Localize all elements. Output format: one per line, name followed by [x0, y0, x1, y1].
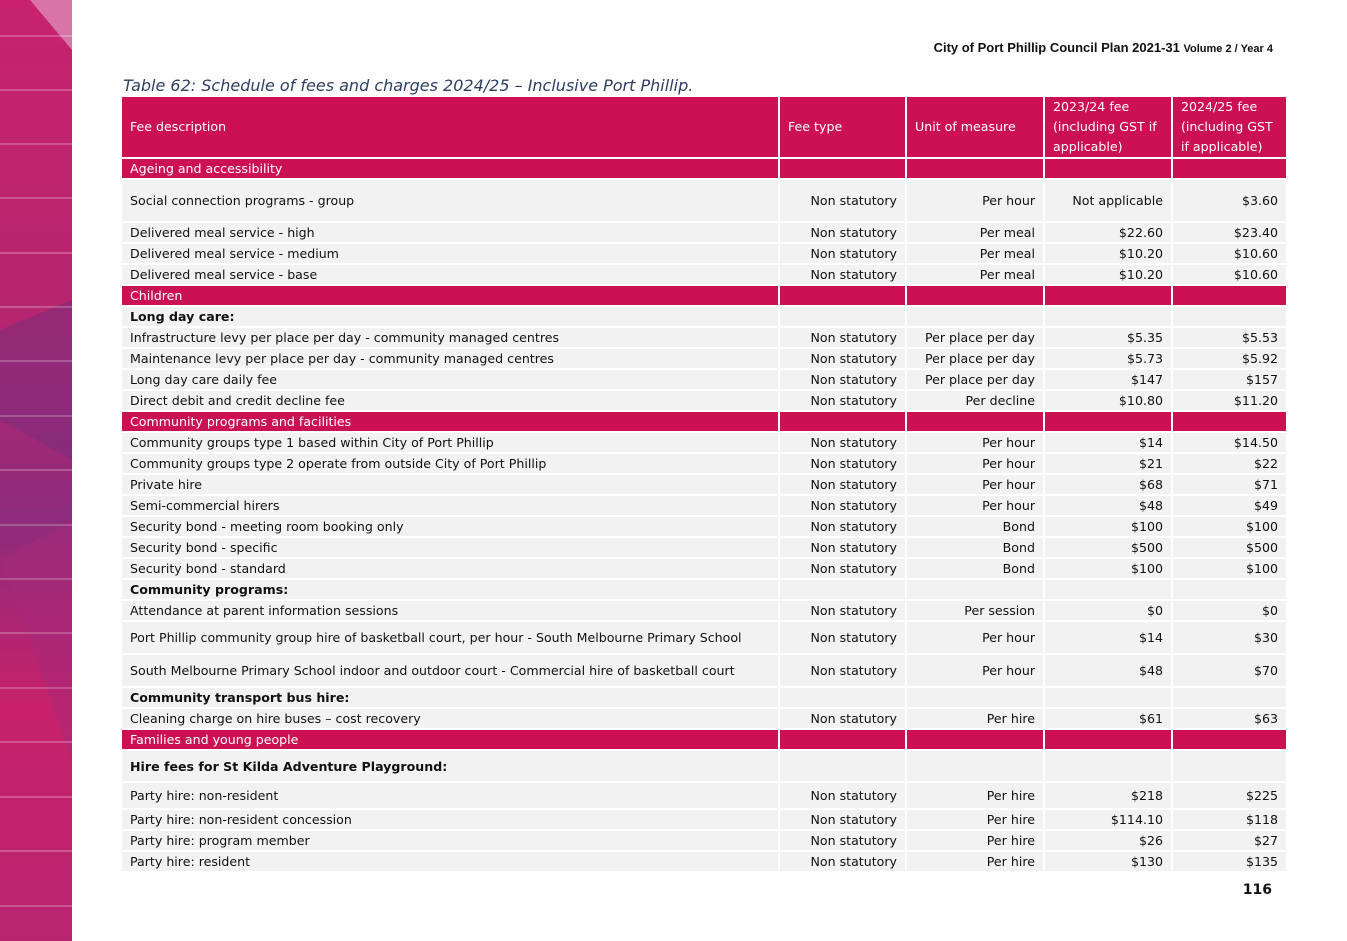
fee-description: Security bond - meeting room booking only [122, 516, 779, 537]
fee-type: Non statutory [779, 782, 906, 809]
table-row [122, 830, 1286, 851]
fee-2023-24: $14 [1044, 621, 1172, 654]
unit-of-measure: Per hire [906, 830, 1044, 851]
fee-2024-25: $63 [1172, 708, 1286, 729]
section-row [122, 729, 1286, 750]
unit-of-measure: Per hire [906, 782, 1044, 809]
decorative-side-band [0, 0, 72, 941]
fee-2024-25: $22 [1172, 453, 1286, 474]
fee-2023-24: $21 [1044, 453, 1172, 474]
fee-description: Delivered meal service - medium [122, 243, 779, 264]
fee-2023-24: $14 [1044, 432, 1172, 453]
fee-2024-25: $14.50 [1172, 432, 1286, 453]
fee-type: Non statutory [779, 600, 906, 621]
fee-2024-25: $118 [1172, 809, 1286, 830]
fee-description: Party hire: non-resident concession [122, 809, 779, 830]
table-row [122, 809, 1286, 830]
fee-type: Non statutory [779, 327, 906, 348]
unit-of-measure: Per meal [906, 264, 1044, 285]
table-row [122, 495, 1286, 516]
column-header-fee-type: Fee type [779, 97, 906, 158]
section-row [122, 158, 1286, 179]
table-row [122, 264, 1286, 285]
fee-2024-25: $70 [1172, 654, 1286, 687]
fee-2023-24: $114.10 [1044, 809, 1172, 830]
unit-of-measure: Per hour [906, 474, 1044, 495]
fee-2024-25: $500 [1172, 537, 1286, 558]
fee-description: Direct debit and credit decline fee [122, 390, 779, 411]
fee-type: Non statutory [779, 390, 906, 411]
unit-of-measure: Per hour [906, 654, 1044, 687]
fee-2023-24: $10.20 [1044, 264, 1172, 285]
unit-of-measure: Per hire [906, 851, 1044, 872]
fee-description: Party hire: non-resident [122, 782, 779, 809]
unit-of-measure: Per session [906, 600, 1044, 621]
fee-description: Party hire: program member [122, 830, 779, 851]
fee-description: Attendance at parent information sessions [122, 600, 779, 621]
fee-description: Private hire [122, 474, 779, 495]
section-row [122, 285, 1286, 306]
unit-of-measure: Per meal [906, 222, 1044, 243]
fee-description: Security bond - standard [122, 558, 779, 579]
table-row [122, 432, 1286, 453]
fee-type: Non statutory [779, 558, 906, 579]
fee-description: Security bond - specific [122, 537, 779, 558]
fee-2024-25: $27 [1172, 830, 1286, 851]
fee-2023-24: $130 [1044, 851, 1172, 872]
unit-of-measure: Per meal [906, 243, 1044, 264]
table-caption: Table 62: Schedule of fees and charges 2024/25 – Inclusive Port Phillip. [123, 76, 694, 95]
table-row [122, 516, 1286, 537]
fee-description: Delivered meal service - base [122, 264, 779, 285]
fee-2024-25: $10.60 [1172, 264, 1286, 285]
fee-description: Delivered meal service - high [122, 222, 779, 243]
page-number: 116 [1242, 882, 1272, 898]
fee-description: Port Phillip community group hire of basketball court, per hour - South Melbourne Primary School [122, 621, 779, 654]
table-row [122, 621, 1286, 654]
fee-description: Community groups type 2 operate from outside City of Port Phillip [122, 453, 779, 474]
unit-of-measure: Per place per day [906, 327, 1044, 348]
fee-2023-24: $48 [1044, 495, 1172, 516]
subheading: Hire fees for St Kilda Adventure Playground: [122, 750, 779, 782]
unit-of-measure: Bond [906, 516, 1044, 537]
fee-2024-25: $100 [1172, 516, 1286, 537]
document-title: City of Port Phillip Council Plan 2021-31 [933, 40, 1180, 55]
unit-of-measure: Per place per day [906, 348, 1044, 369]
unit-of-measure: Bond [906, 558, 1044, 579]
subheading-row [122, 687, 1286, 708]
section-title: Ageing and accessibility [122, 158, 779, 179]
fee-type: Non statutory [779, 495, 906, 516]
fee-type: Non statutory [779, 830, 906, 851]
table-header-row [122, 97, 1286, 158]
fee-2023-24: $100 [1044, 558, 1172, 579]
fee-2023-24: $10.80 [1044, 390, 1172, 411]
fee-2024-25: $5.92 [1172, 348, 1286, 369]
subheading-row [122, 579, 1286, 600]
section-title: Community programs and facilities [122, 411, 779, 432]
unit-of-measure: Per hour [906, 179, 1044, 222]
fee-2024-25: $11.20 [1172, 390, 1286, 411]
fee-2023-24: $500 [1044, 537, 1172, 558]
subheading: Community transport bus hire: [122, 687, 779, 708]
fee-type: Non statutory [779, 264, 906, 285]
fee-type: Non statutory [779, 179, 906, 222]
fee-2023-24: $22.60 [1044, 222, 1172, 243]
document-header [934, 40, 1273, 55]
fee-type: Non statutory [779, 222, 906, 243]
unit-of-measure: Per hire [906, 809, 1044, 830]
unit-of-measure: Per place per day [906, 369, 1044, 390]
fee-type: Non statutory [779, 708, 906, 729]
table-row [122, 474, 1286, 495]
subheading: Long day care: [122, 306, 779, 327]
fee-type: Non statutory [779, 369, 906, 390]
fee-description: Party hire: resident [122, 851, 779, 872]
fee-2023-24: $5.73 [1044, 348, 1172, 369]
fee-2024-25: $30 [1172, 621, 1286, 654]
fee-description: Maintenance levy per place per day - community managed centres [122, 348, 779, 369]
unit-of-measure: Per hour [906, 432, 1044, 453]
fee-2023-24: $147 [1044, 369, 1172, 390]
fee-2024-25: $157 [1172, 369, 1286, 390]
fee-type: Non statutory [779, 432, 906, 453]
fee-2023-24: $100 [1044, 516, 1172, 537]
subheading: Community programs: [122, 579, 779, 600]
section-row [122, 411, 1286, 432]
fee-2024-25: $135 [1172, 851, 1286, 872]
column-header-unit-of-measure: Unit of measure [906, 97, 1044, 158]
table-row [122, 369, 1286, 390]
table-row [122, 243, 1286, 264]
fee-2024-25: $100 [1172, 558, 1286, 579]
fee-type: Non statutory [779, 809, 906, 830]
fee-2024-25: $3.60 [1172, 179, 1286, 222]
fee-description: Infrastructure levy per place per day - community managed centres [122, 327, 779, 348]
document-volume: Volume 2 / Year 4 [1183, 43, 1273, 55]
fee-2023-24: $218 [1044, 782, 1172, 809]
table-row [122, 348, 1286, 369]
fee-description: South Melbourne Primary School indoor and outdoor court - Commercial hire of basketball court [122, 654, 779, 687]
unit-of-measure: Per hire [906, 708, 1044, 729]
table-row [122, 558, 1286, 579]
fee-2024-25: $23.40 [1172, 222, 1286, 243]
column-header-2024-25-fee: 2024/25 fee (including GST if applicable) [1172, 97, 1286, 158]
fee-2023-24: $48 [1044, 654, 1172, 687]
fee-2024-25: $49 [1172, 495, 1286, 516]
fee-2023-24: $68 [1044, 474, 1172, 495]
table-row [122, 654, 1286, 687]
fee-2024-25: $0 [1172, 600, 1286, 621]
fee-description: Semi-commercial hirers [122, 495, 779, 516]
fee-2024-25: $10.60 [1172, 243, 1286, 264]
fee-type: Non statutory [779, 851, 906, 872]
table-row [122, 782, 1286, 809]
fee-2023-24: Not applicable [1044, 179, 1172, 222]
table-row [122, 537, 1286, 558]
fee-description: Social connection programs - group [122, 179, 779, 222]
fee-type: Non statutory [779, 516, 906, 537]
fee-2024-25: $71 [1172, 474, 1286, 495]
subheading-row [122, 750, 1286, 782]
fee-description: Long day care daily fee [122, 369, 779, 390]
fee-type: Non statutory [779, 537, 906, 558]
fee-type: Non statutory [779, 453, 906, 474]
fee-2023-24: $61 [1044, 708, 1172, 729]
fee-2024-25: $225 [1172, 782, 1286, 809]
column-header-2023-24-fee: 2023/24 fee (including GST if applicable) [1044, 97, 1172, 158]
fee-2023-24: $26 [1044, 830, 1172, 851]
unit-of-measure: Per hour [906, 621, 1044, 654]
unit-of-measure: Per decline [906, 390, 1044, 411]
fee-description: Community groups type 1 based within City of Port Phillip [122, 432, 779, 453]
table-row [122, 851, 1286, 872]
table-row [122, 222, 1286, 243]
fee-2024-25: $5.53 [1172, 327, 1286, 348]
fee-type: Non statutory [779, 243, 906, 264]
fee-type: Non statutory [779, 474, 906, 495]
column-header-fee-description: Fee description [122, 97, 779, 158]
fee-2023-24: $10.20 [1044, 243, 1172, 264]
subheading-row [122, 306, 1286, 327]
unit-of-measure: Per hour [906, 495, 1044, 516]
fee-2023-24: $5.35 [1044, 327, 1172, 348]
table-row [122, 327, 1286, 348]
fee-type: Non statutory [779, 654, 906, 687]
table-row [122, 600, 1286, 621]
fee-2023-24: $0 [1044, 600, 1172, 621]
section-title: Children [122, 285, 779, 306]
fee-type: Non statutory [779, 621, 906, 654]
table-row [122, 708, 1286, 729]
unit-of-measure: Bond [906, 537, 1044, 558]
fee-description: Cleaning charge on hire buses – cost recovery [122, 708, 779, 729]
unit-of-measure: Per hour [906, 453, 1044, 474]
table-row [122, 390, 1286, 411]
section-title: Families and young people [122, 729, 779, 750]
fee-type: Non statutory [779, 348, 906, 369]
table-row [122, 453, 1286, 474]
table-row [122, 179, 1286, 222]
fees-table [122, 97, 1286, 873]
